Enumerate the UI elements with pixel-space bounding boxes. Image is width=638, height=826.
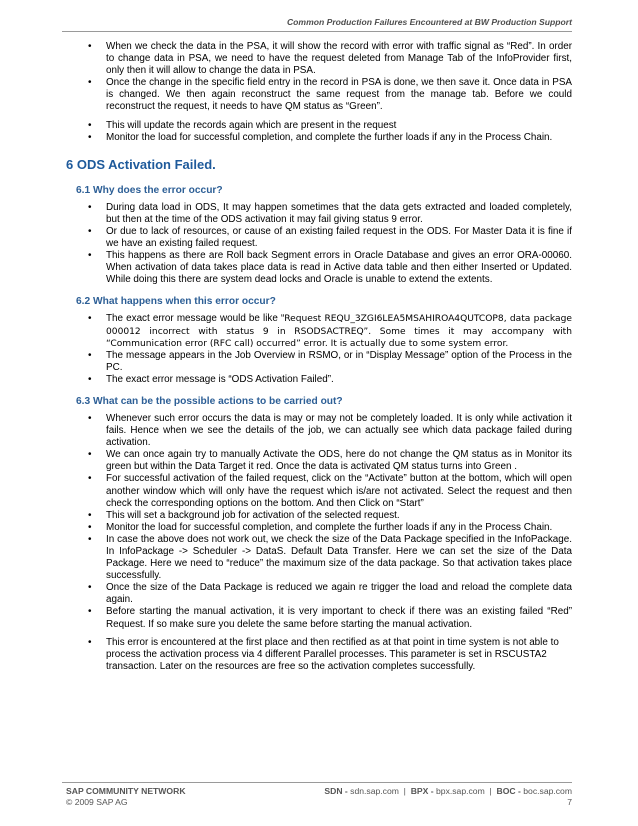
list-item: • Whenever such error occurs the data is may or may not be completely loaded. It is only while activation it fails. Hence when we see the details of the job, we can actually see which data package failed during activation. <box>66 413 572 449</box>
footer-rule <box>62 782 572 783</box>
footer-network-name: SAP COMMUNITY NETWORK <box>66 786 186 796</box>
error-message-prefix: The exact error message would be like “ <box>106 313 285 325</box>
list-item <box>66 313 572 349</box>
section-6-2 <box>66 296 572 386</box>
bpx-label: BPX - <box>410 786 434 796</box>
list-item: • Or due to lack of resources, or cause of an existing failed request in the ODS. For Master Data it is fine if we have an existing failed request. <box>66 226 572 250</box>
boc-link[interactable]: boc.sap.com <box>520 786 572 796</box>
list-item: • During data load in ODS, It may happen sometimes that the data gets extracted and loaded completely, but then at the time of the ODS activation it may fail giving status 9 error. <box>66 202 572 226</box>
list-item: • This will update the records again which are present in the request <box>66 120 572 132</box>
section-6-1-title: 6.1 Why does the error occur? <box>76 184 223 196</box>
section-6-3 <box>66 396 572 673</box>
sdn-link[interactable]: sdn.sap.com <box>347 786 399 796</box>
footer-separator: | <box>398 786 411 796</box>
page-number: 7 <box>567 797 572 807</box>
footer-separator: | <box>484 786 497 796</box>
list-item: • When we check the data in the PSA, it will show the record with error with traffic signal as “Red”. In order to change data in PSA, we need to have the request deleted from Manage Tab of the InfoProvider first, only then it will allow to change the data in PSA. <box>66 41 572 77</box>
intro-list-1 <box>66 41 572 114</box>
footer-copyright: © 2009 SAP AG <box>66 797 128 807</box>
section-6-2-title: 6.2 What happens when this error occur? <box>76 296 276 308</box>
list-item: • Before starting the manual activation, it is very important to check if there was an existing failed “Red” Request. If so make sure you delete the same before starting the manual activation. <box>66 606 572 630</box>
page-content <box>66 41 572 683</box>
header-rule <box>62 31 572 32</box>
section-6-title: 6 ODS Activation Failed. <box>66 156 216 172</box>
list-item: • Monitor the load for successful completion, and complete the further loads if any in the Process Chain. <box>66 522 572 534</box>
list-item: • This happens as there are Roll back Segment errors in Oracle Database and gives an error ORA-00060. When activation of data takes place data is read in Active data table and then either Inserted or Updated. While doing this there are system dead locks and Oracle is unable to extend the extents. <box>66 250 572 286</box>
list-item: • This will set a background job for activation of the selected request. <box>66 510 572 522</box>
list-item: • For successful activation of the failed request, click on the “Activate” button at the bottom, which will open another window which will only have the request which is/are not activated. Select the request and then check the corresponding options on the bottom. And then Click on “Start” <box>66 473 572 509</box>
bpx-link[interactable]: bpx.sap.com <box>433 786 485 796</box>
list-item: • The message appears in the Job Overview in RSMO, or in “Display Message” option of the Process in the PC. <box>66 350 572 374</box>
list-item: • The exact error message is “ODS Activation Failed”. <box>66 374 572 386</box>
list-item: • We can once again try to manually Activate the ODS, here do not change the QM status as in Monitor its green but within the Data Target it red. Once the data is activated QM status turns into Green . <box>66 449 572 473</box>
sdn-label: SDN - <box>324 786 348 796</box>
footer-links <box>324 786 572 796</box>
section-6-1 <box>66 185 572 287</box>
list-item: • This error is encountered at the first place and then rectified as at that point in time system is not able to process the activation process via 4 different Parallel processes. This parameter is set in RSCUSTA2 transaction. Later on the resources are free so the activation completes successfully. <box>66 637 572 673</box>
intro-list-2 <box>66 120 572 144</box>
boc-label: BOC - <box>496 786 521 796</box>
section-6-3-title: 6.3 What can be the possible actions to be carried out? <box>76 395 343 407</box>
list-item: • Once the change in the specific field entry in the record in PSA is done, we then save it. Once data in PSA is changed. We then again reconstruct the same request from the manage tab. Before we could reconstruct the request, it needs to have QM status as “Green”. <box>66 77 572 113</box>
error-message-code: Request REQU_3ZGI6LEA5MSAHIROA4QUTCOP8, data package 000012 incorrect with status 9 in RSODSACTREQ”. Some times it may accompany with “Communication error (RFC call) occurred” error. It is actually due to some system error. <box>106 314 572 349</box>
list-item: • In case the above does not work out, we check the size of the Data Package specified in the InfoPackage. In InfoPackage -> Scheduler -> DataS. Default Data Transfer. Here we can set the size of the Data Package. Here we need to “reduce” the maximum size of the data package. So that activation takes place successfully. <box>66 534 572 582</box>
list-item: • Monitor the load for successful completion, and complete the further loads if any in the Process Chain. <box>66 132 572 144</box>
list-item: • Once the size of the Data Package is reduced we again re trigger the load and reload the complete data again. <box>66 582 572 606</box>
running-header: Common Production Failures Encountered at BW Production Support <box>286 17 572 27</box>
